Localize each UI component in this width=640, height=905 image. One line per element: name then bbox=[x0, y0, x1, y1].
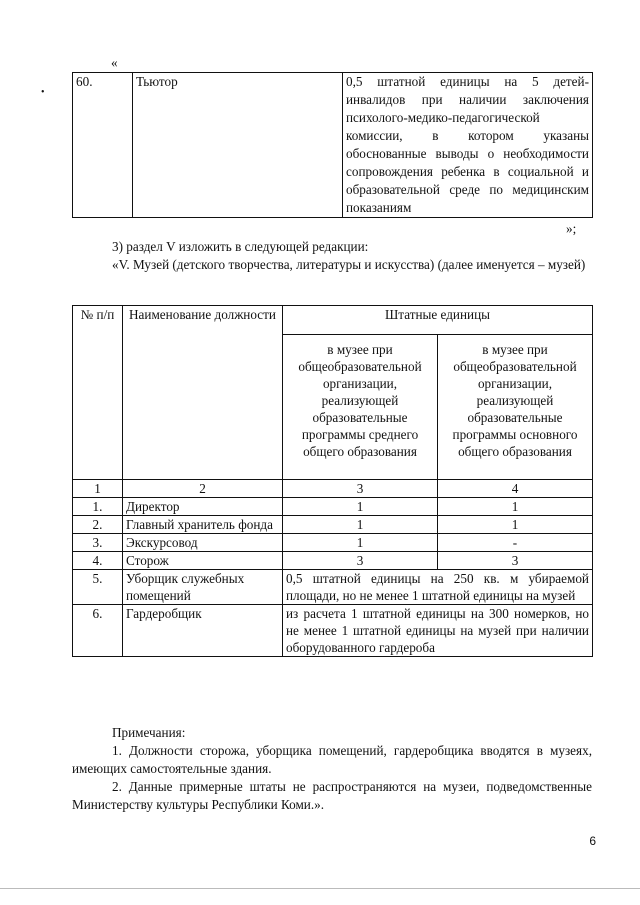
table-row bbox=[73, 534, 593, 552]
basic-value: 1 bbox=[438, 516, 593, 534]
position-name: Главный хранитель фонда bbox=[123, 516, 283, 534]
staffing-text: из расчета 1 штатной единицы на 300 номерков, но не менее 1 штатной единицы на музей при наличии оборудованного гардероба bbox=[283, 605, 593, 657]
table-row bbox=[73, 516, 593, 534]
position-name: Гардеробщик bbox=[123, 605, 283, 657]
index-cell: 4 bbox=[438, 480, 593, 498]
museum-staff-table bbox=[72, 305, 593, 657]
position-name: Директор bbox=[123, 498, 283, 516]
header-secondary-school: в музее при общеобразовательной организации, реализующей образовательные программы среднего общего образования bbox=[283, 335, 438, 480]
table-row bbox=[73, 498, 593, 516]
opening-quote-mark: « bbox=[111, 55, 118, 70]
row-number: 60. bbox=[73, 73, 133, 218]
index-cell: 3 bbox=[283, 480, 438, 498]
notes-title: Примечания: bbox=[112, 725, 186, 740]
position-name: Тьютор bbox=[133, 73, 343, 218]
table-row bbox=[73, 605, 593, 657]
row-number: 5. bbox=[73, 570, 123, 605]
staffing-text: 0,5 штатной единицы на 5 детей-инвалидов при наличии заключения психолого-медико-педагогической комиссии, в котором указаны обоснованные выводы о необходимости сопровождения ребенка в социальной и образовательной среде по медицинским показаниям bbox=[343, 73, 593, 218]
header-row bbox=[73, 306, 593, 335]
margin-dot: • bbox=[41, 87, 45, 98]
index-row bbox=[73, 480, 593, 498]
section-instruction: 3) раздел V изложить в следующей редакции: bbox=[112, 239, 369, 254]
index-cell: 1 bbox=[73, 480, 123, 498]
note-item: 1. Должности сторожа, уборщика помещений, гардеробщика вводятся в музеях, имеющих самостоятельные здания. bbox=[72, 743, 592, 776]
table-row bbox=[73, 552, 593, 570]
staffing-text: 0,5 штатной единицы на 250 кв. м убираемой площади, но не менее 1 штатной единицы на музей bbox=[283, 570, 593, 605]
header-basic-school: в музее при общеобразовательной организации, реализующей образовательные программы основного общего образования bbox=[438, 335, 593, 480]
secondary-value: 1 bbox=[283, 498, 438, 516]
closing-quote-mark: »; bbox=[566, 221, 577, 236]
row-number: 3. bbox=[73, 534, 123, 552]
header-staff-units: Штатные единицы bbox=[283, 306, 593, 335]
section-title: «V. Музей (детского творчества, литературы и искусства) (далее именуется – музей) bbox=[112, 257, 586, 272]
table-row bbox=[73, 570, 593, 605]
row-number: 4. bbox=[73, 552, 123, 570]
tutor-table bbox=[72, 72, 593, 218]
secondary-value: 1 bbox=[283, 534, 438, 552]
position-name: Уборщик служебных помещений bbox=[123, 570, 283, 605]
position-name: Экскурсовод bbox=[123, 534, 283, 552]
bottom-divider bbox=[0, 888, 640, 889]
row-number: 1. bbox=[73, 498, 123, 516]
table-row bbox=[73, 73, 593, 218]
basic-value: - bbox=[438, 534, 593, 552]
row-number: 6. bbox=[73, 605, 123, 657]
basic-value: 1 bbox=[438, 498, 593, 516]
secondary-value: 3 bbox=[283, 552, 438, 570]
note-item: 2. Данные примерные штаты не распространяются на музеи, подведомственные Министерству культуры Республики Коми.». bbox=[72, 779, 592, 812]
index-cell: 2 bbox=[123, 480, 283, 498]
header-position: Наименование должности bbox=[123, 306, 283, 480]
position-name: Сторож bbox=[123, 552, 283, 570]
basic-value: 3 bbox=[438, 552, 593, 570]
page-number: 6 bbox=[589, 834, 596, 848]
secondary-value: 1 bbox=[283, 516, 438, 534]
header-num: № п/п bbox=[73, 306, 123, 480]
row-number: 2. bbox=[73, 516, 123, 534]
